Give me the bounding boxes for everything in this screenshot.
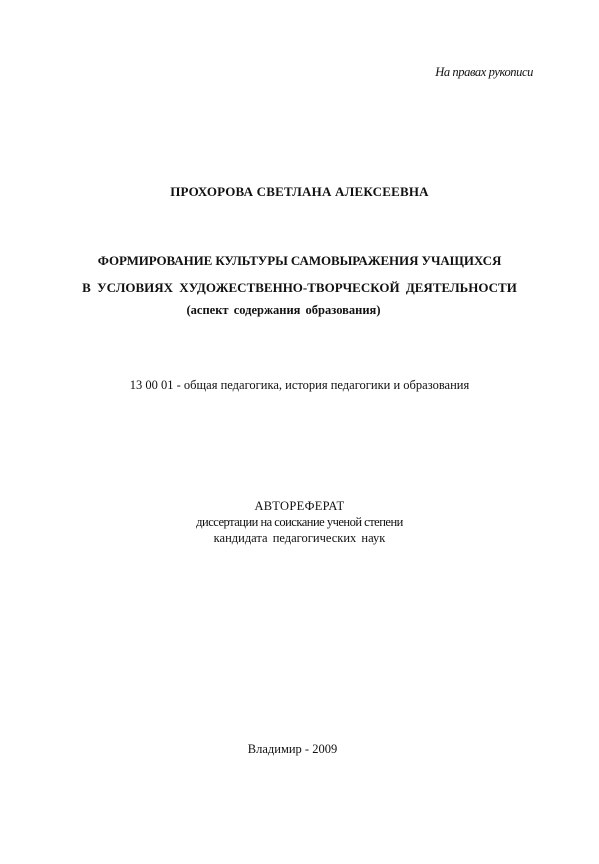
manuscript-note: На правах рукописи [435, 65, 533, 79]
title-line-2: В УСЛОВИЯХ ХУДОЖЕСТВЕННО-ТВОРЧЕСКОЙ ДЕЯТЕЛЬНОСТИ [82, 280, 517, 295]
title-line-1: ФОРМИРОВАНИЕ КУЛЬТУРЫ САМОВЫРАЖЕНИЯ УЧАЩИХСЯ [97, 253, 502, 268]
degree-line-1: диссертации на соискание ученой степени [196, 515, 403, 529]
city-year: Владимир - 2009 [247, 742, 338, 756]
document-type: АВТОРЕФЕРАТ [254, 499, 345, 513]
title-subtitle: (аспект содержания образования) [186, 303, 381, 317]
author-name: ПРОХОРОВА СВЕТЛАНА АЛЕКСЕЕВНА [170, 184, 429, 199]
specialty-code: 13 00 01 - общая педагогика, история педагогики и образования [129, 378, 470, 392]
degree-line-2: кандидата педагогических наук [213, 531, 386, 545]
